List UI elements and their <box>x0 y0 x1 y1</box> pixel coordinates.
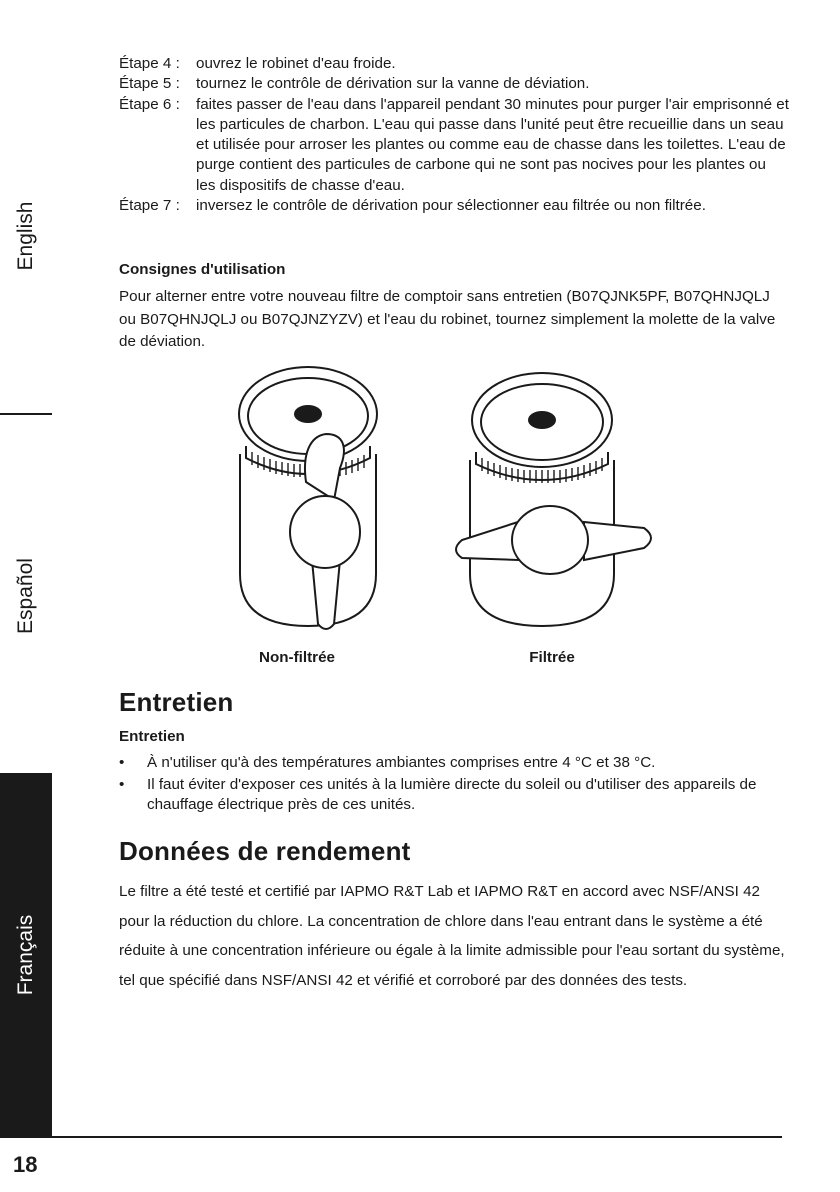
step-key: Étape 4 : <box>119 55 180 72</box>
list-item <box>119 753 779 774</box>
diverter-valve-figure <box>200 364 680 674</box>
sidebar-active-tab <box>0 773 52 1137</box>
sidebar-language-espanol: Español <box>14 558 37 634</box>
right-outlet-hole <box>528 411 556 429</box>
maintenance-subheading: Entretien <box>119 728 185 745</box>
steps-list <box>119 54 789 216</box>
footer-divider <box>0 1136 782 1138</box>
bullet-icon: • <box>119 775 125 793</box>
step-text: ouvrez le robinet d'eau froide. <box>196 55 396 72</box>
left-outlet-hole <box>294 405 322 423</box>
usage-heading: Consignes d'utilisation <box>119 261 286 278</box>
step-text: tournez le contrôle de dérivation sur la vanne de déviation. <box>196 75 590 93</box>
step-item <box>119 74 789 94</box>
sidebar-language-francais: Français <box>14 914 37 996</box>
step-key: Étape 5 : <box>119 75 180 93</box>
step-key: Étape 7 : <box>119 197 180 215</box>
step-item <box>119 95 789 196</box>
step-key: Étape 6 : <box>119 95 180 113</box>
step-text: faites passer de l'eau dans l'appareil pendant 30 minutes pour purger l'air emprisonné et les particules de charbon. L'eau qui passe dans l'unité peut être recueillie dans un seau et utilisée pour arroser les plantes ou comme eau de chasse dans les toilettes. L'eau de purge contient des particules de carbone qui ne sont pas nocives pour les plantes ou les dispositifs de chasse d'eau. <box>196 95 789 194</box>
step-item <box>119 196 789 216</box>
step-text: inversez le contrôle de dérivation pour sélectionner eau filtrée ou non filtrée. <box>196 197 706 215</box>
maintenance-bullets <box>119 753 779 817</box>
page-number: 18 <box>13 1152 38 1177</box>
step-item <box>119 54 789 74</box>
diverter-valve-illustration <box>200 364 680 674</box>
sidebar-divider <box>0 413 52 415</box>
sidebar-language-english: English <box>14 201 37 271</box>
usage-paragraph: Pour alterner entre votre nouveau filtre de comptoir sans entretien (B07QJNK5PF, B07QHNJQLJ ou B07QHNJQLJ ou B07QJNZYZV) et l'eau du robinet, tournez simplement la molette de la valve de déviation. <box>119 288 776 350</box>
maintenance-title: Entretien <box>119 687 234 717</box>
figure-label-non-filtered: Non-filtrée <box>259 649 335 666</box>
bullet-text: À n'utiliser qu'à des températures ambiantes comprises entre 4 °C et 38 °C. <box>147 754 656 771</box>
performance-title: Données de rendement <box>119 836 411 866</box>
bullet-icon: • <box>119 754 125 771</box>
list-item <box>119 775 779 816</box>
bullet-text: Il faut éviter d'exposer ces unités à la lumière directe du soleil ou d'utiliser des appareils de chauffage électrique près de ces unités. <box>147 775 757 813</box>
performance-paragraph: Le filtre a été testé et certifié par IAPMO R&T Lab et IAPMO R&T en accord avec NSF/ANSI 42 pour la réduction du chlore. La concentration de chlore dans l'eau entrant dans le système a été réduite à une concentration inférieure ou égale à la limite admissible pour l'eau sortant du système, tel que spécifié dans NSF/ANSI 42 et vérifié et corroboré par des données des tests. <box>119 883 785 989</box>
figure-label-filtered: Filtrée <box>529 649 575 666</box>
